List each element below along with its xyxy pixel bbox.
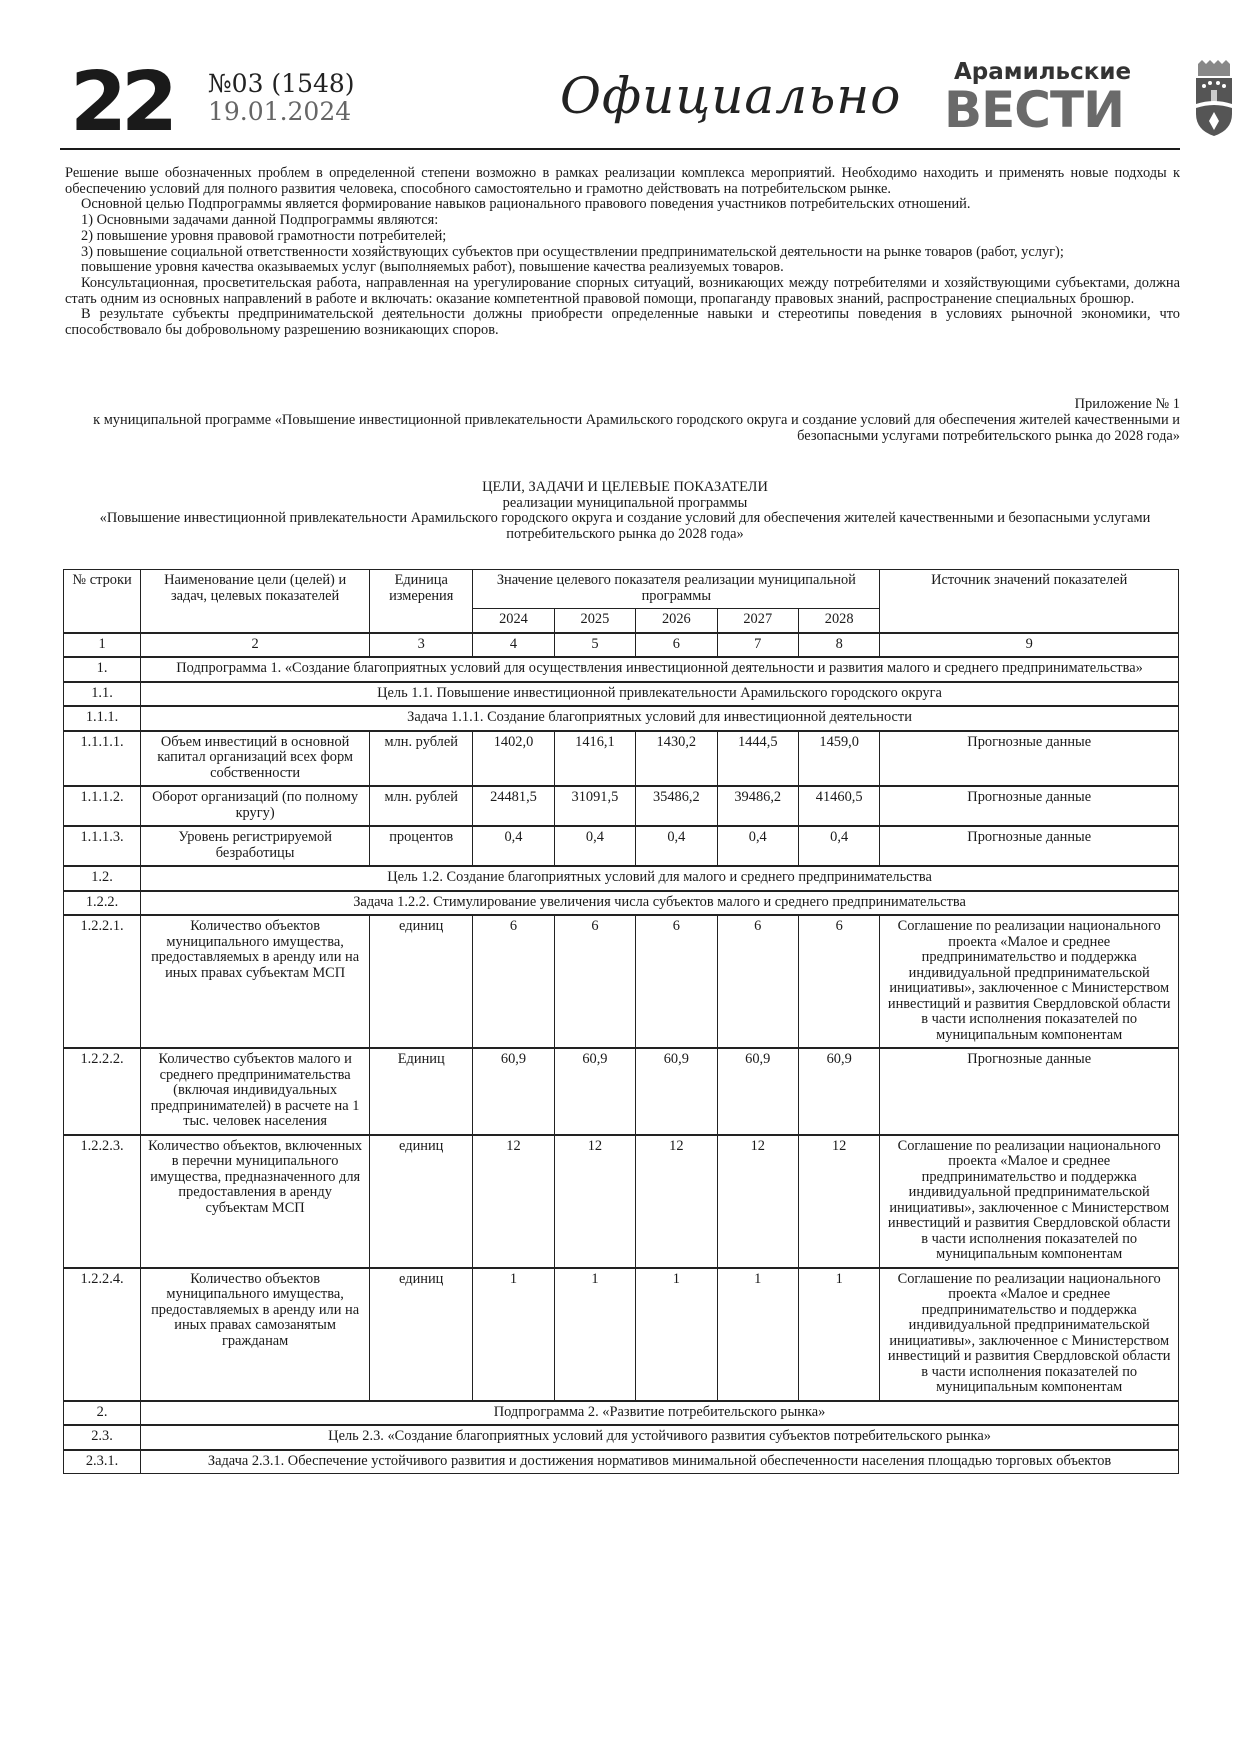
title-line-2: реализации муниципальной программы <box>502 494 748 511</box>
indicator-value: 1 <box>798 1268 879 1401</box>
section-title: Задача 1.1.1. Создание благоприятных условий для инвестиционной деятельности <box>141 706 1179 731</box>
table-section-row <box>64 1450 1179 1474</box>
table-row <box>64 731 1179 787</box>
intro-paragraph: 2) повышение уровня правовой грамотности потребителей; <box>81 227 447 244</box>
header-unit: Единица измерения <box>370 570 473 633</box>
indicator-value: 1416,1 <box>554 731 635 787</box>
indicator-value: 0,4 <box>717 826 798 866</box>
intro-paragraph: В результате субъекты предпринимательской деятельности должны приобрести определенные навыки и стереотипы поведения в условиях рыночной экономики, что способствовало бы добровольному разрешению возникающих споров. <box>65 306 1180 339</box>
row-number: 1.2.2.2. <box>64 1048 141 1135</box>
value-source: Соглашение по реализации национального проекта «Малое и среднее предпринимательство и поддержка индивидуальной предпринимательской инициативы», заключенное с Министерством инвестиций и развития Свердловской области в части исполнения показателей по муниципальным компонентам <box>880 915 1179 1048</box>
header-values-group: Значение целевого показателя реализации муниципальной программы <box>473 570 880 609</box>
intro-paragraph: Основной целью Подпрограммы является формирование навыков рационального правового поведения участников потребительских отношений. <box>81 196 971 213</box>
intro-paragraph: Решение выше обозначенных проблем в определенной степени возможно в рамках реализации комплекса мероприятий. Необходимо находить и применять новые подходы к обеспечению условий для полного развития человека, способного самостоятельно и грамотно действовать на потребительском рынке. <box>65 165 1180 197</box>
section-title: Подпрограмма 2. «Развитие потребительского рынка» <box>141 1401 1179 1426</box>
indicator-value: 60,9 <box>636 1048 717 1135</box>
row-number: 1.2.2.4. <box>64 1268 141 1401</box>
column-number: 1 <box>64 633 141 658</box>
indicator-name: Количество объектов муниципального имущества, предоставляемых в аренду или на иных правах субъектам МСП <box>141 915 370 1048</box>
row-number: 2. <box>64 1401 141 1426</box>
unit: единиц <box>370 1135 473 1268</box>
indicator-name: Количество субъектов малого и среднего предпринимательства (включая индивидуальных предпринимателей) в расчете на 1 тыс. человек населения <box>141 1048 370 1135</box>
indicator-value: 35486,2 <box>636 786 717 826</box>
issue-number: №03 (1548) <box>208 69 355 98</box>
unit: Единиц <box>370 1048 473 1135</box>
indicator-value: 6 <box>636 915 717 1048</box>
row-number: 1.1.1.1. <box>64 731 141 787</box>
row-number: 1.2. <box>64 866 141 891</box>
table-title <box>70 480 1180 542</box>
section-title: Цель 2.3. «Создание благоприятных условий для устойчивого развития субъектов потребительского рынка» <box>141 1425 1179 1450</box>
issue-info <box>208 70 355 126</box>
city-coat-of-arms-icon <box>1192 60 1236 136</box>
header-year: 2028 <box>798 609 879 633</box>
section-title: Цель 1.2. Создание благоприятных условий для малого и среднего предпринимательства <box>141 866 1179 891</box>
header-row-no: № строки <box>64 570 141 633</box>
indicator-value: 1402,0 <box>473 731 554 787</box>
section-title: Задача 2.3.1. Обеспечение устойчивого развития и достижения нормативов минимальной обеспеченности населения площадью торговых объектов <box>141 1450 1179 1474</box>
intro-paragraph: Консультационная, просветительская работа, направленная на урегулирование спорных ситуаций, возникающих между потребителями и хозяйствующими субъектами, должна стать одним из основных направлений в работе и включать: оказание компетентной правовой помощи, пропаганду правовых знаний, распространение специальных брошюр. <box>65 274 1180 307</box>
indicator-value: 6 <box>717 915 798 1048</box>
indicator-value: 60,9 <box>717 1048 798 1135</box>
value-source: Соглашение по реализации национального проекта «Малое и среднее предпринимательство и поддержка индивидуальной предпринимательской инициативы», заключенное с Министерством инвестиций и развития Свердловской области в части исполнения показателей по муниципальным компонентам <box>880 1268 1179 1401</box>
indicator-value: 12 <box>554 1135 635 1268</box>
indicator-value: 60,9 <box>554 1048 635 1135</box>
table-section-row <box>64 1425 1179 1450</box>
table-section-row <box>64 1401 1179 1426</box>
header-year: 2025 <box>554 609 635 633</box>
section-title: Цель 1.1. Повышение инвестиционной привлекательности Арамильского городского округа <box>141 682 1179 707</box>
indicator-value: 39486,2 <box>717 786 798 826</box>
row-number: 1.1.1.2. <box>64 786 141 826</box>
column-number: 7 <box>717 633 798 658</box>
appendix-note <box>65 396 1180 444</box>
title-line-1: ЦЕЛИ, ЗАДАЧИ И ЦЕЛЕВЫЕ ПОКАЗАТЕЛИ <box>482 479 768 495</box>
row-number: 1.2.2.3. <box>64 1135 141 1268</box>
indicator-value: 1 <box>636 1268 717 1401</box>
section-title: Задача 1.2.2. Стимулирование увеличения числа субъектов малого и среднего предпринимательства <box>141 891 1179 916</box>
section-title: Официально <box>560 67 902 125</box>
indicator-name: Объем инвестиций в основной капитал организаций всех форм собственности <box>141 731 370 787</box>
row-number: 1.1.1.3. <box>64 826 141 866</box>
section-title: Подпрограмма 1. «Создание благоприятных условий для осуществления инвестиционной деятельности и развития малого и среднего предпринимательства» <box>141 657 1179 682</box>
column-number: 2 <box>141 633 370 658</box>
indicator-value: 12 <box>717 1135 798 1268</box>
table-header-row <box>64 570 1179 609</box>
indicator-value: 6 <box>798 915 879 1048</box>
table-row <box>64 826 1179 866</box>
table-section-row <box>64 706 1179 731</box>
table-row <box>64 1268 1179 1401</box>
indicator-value: 0,4 <box>798 826 879 866</box>
row-number: 1.1. <box>64 682 141 707</box>
value-source: Прогнозные данные <box>880 731 1179 787</box>
indicator-value: 1 <box>717 1268 798 1401</box>
unit: процентов <box>370 826 473 866</box>
table-column-numbers <box>64 633 1179 658</box>
indicator-value: 0,4 <box>554 826 635 866</box>
indicator-value: 1430,2 <box>636 731 717 787</box>
row-number: 1. <box>64 657 141 682</box>
brand-top: Арамильские <box>954 59 1132 85</box>
goals-table <box>63 569 1179 1474</box>
row-number: 2.3.1. <box>64 1450 141 1474</box>
column-number: 9 <box>880 633 1179 658</box>
row-number: 1.2.2.1. <box>64 915 141 1048</box>
masthead <box>60 56 1180 150</box>
appendix-label: Приложение № 1 <box>1074 396 1180 412</box>
header-name: Наименование цели (целей) и задач, целевых показателей <box>141 570 370 633</box>
brand-main: ВЕСТИ <box>944 81 1124 139</box>
indicator-name: Уровень регистрируемой безработицы <box>141 826 370 866</box>
indicator-value: 6 <box>473 915 554 1048</box>
table-row <box>64 1048 1179 1135</box>
indicator-value: 0,4 <box>636 826 717 866</box>
indicator-value: 12 <box>636 1135 717 1268</box>
newspaper-logo <box>944 59 1174 139</box>
issue-date: 19.01.2024 <box>208 97 352 126</box>
column-number: 6 <box>636 633 717 658</box>
value-source: Прогнозные данные <box>880 786 1179 826</box>
indicator-value: 0,4 <box>473 826 554 866</box>
row-number: 1.2.2. <box>64 891 141 916</box>
header-year: 2026 <box>636 609 717 633</box>
page-number: 22 <box>70 55 173 150</box>
table-section-row <box>64 891 1179 916</box>
indicator-value: 1 <box>473 1268 554 1401</box>
table-row <box>64 786 1179 826</box>
indicator-value: 60,9 <box>473 1048 554 1135</box>
intro-paragraph: 3) повышение социальной ответственности хозяйствующих субъектов при осуществлении предпринимательской деятельности на рынке товаров (работ, услуг); <box>81 243 1064 260</box>
column-number: 5 <box>554 633 635 658</box>
value-source: Прогнозные данные <box>880 1048 1179 1135</box>
unit: единиц <box>370 915 473 1048</box>
table-row <box>64 1135 1179 1268</box>
appendix-text: к муниципальной программе «Повышение инвестиционной привлекательности Арамильского городского округа и создание условий для обеспечения жителей качественными и безопасными услугами потребительского рынка до 2028 года» <box>93 412 1180 444</box>
intro-paragraph: повышение уровня качества оказываемых услуг (выполняемых работ), повышение качества реализуемых товаров. <box>81 259 784 276</box>
indicator-name: Оборот организаций (по полному кругу) <box>141 786 370 826</box>
indicator-name: Количество объектов муниципального имущества, предоставляемых в аренду или на иных правах самозанятым гражданам <box>141 1268 370 1401</box>
value-source: Соглашение по реализации национального проекта «Малое и среднее предпринимательство и поддержка индивидуальной предпринимательской инициативы», заключенное с Министерством инвестиций и развития Свердловской области в части исполнения показателей по муниципальным компонентам <box>880 1135 1179 1268</box>
indicator-value: 1 <box>554 1268 635 1401</box>
intro-paragraph: 1) Основными задачами данной Подпрограммы являются: <box>81 212 439 229</box>
unit: млн. рублей <box>370 731 473 787</box>
row-number: 2.3. <box>64 1425 141 1450</box>
table-body <box>64 657 1179 1474</box>
table-row <box>64 915 1179 1048</box>
table-section-row <box>64 682 1179 707</box>
table-section-row <box>64 866 1179 891</box>
column-number: 4 <box>473 633 554 658</box>
indicator-value: 12 <box>798 1135 879 1268</box>
indicator-value: 1444,5 <box>717 731 798 787</box>
indicator-value: 31091,5 <box>554 786 635 826</box>
unit: единиц <box>370 1268 473 1401</box>
indicator-value: 1459,0 <box>798 731 879 787</box>
title-line-3: «Повышение инвестиционной привлекательности Арамильского городского округа и создание условий для обеспечения жителей качественными и безопасными услугами потребительского рынка до 2028 года» <box>99 510 1151 542</box>
column-number: 3 <box>370 633 473 658</box>
indicator-name: Количество объектов, включенных в перечни муниципального имущества, предназначенного для предоставления в аренду субъектам МСП <box>141 1135 370 1268</box>
indicator-value: 41460,5 <box>798 786 879 826</box>
table-section-row <box>64 657 1179 682</box>
indicator-value: 12 <box>473 1135 554 1268</box>
column-number: 8 <box>798 633 879 658</box>
header-year: 2024 <box>473 609 554 633</box>
header-source: Источник значений показателей <box>880 570 1179 633</box>
indicator-value: 24481,5 <box>473 786 554 826</box>
value-source: Прогнозные данные <box>880 826 1179 866</box>
indicator-value: 6 <box>554 915 635 1048</box>
intro-text <box>65 166 1180 339</box>
unit: млн. рублей <box>370 786 473 826</box>
indicator-value: 60,9 <box>798 1048 879 1135</box>
header-year: 2027 <box>717 609 798 633</box>
row-number: 1.1.1. <box>64 706 141 731</box>
